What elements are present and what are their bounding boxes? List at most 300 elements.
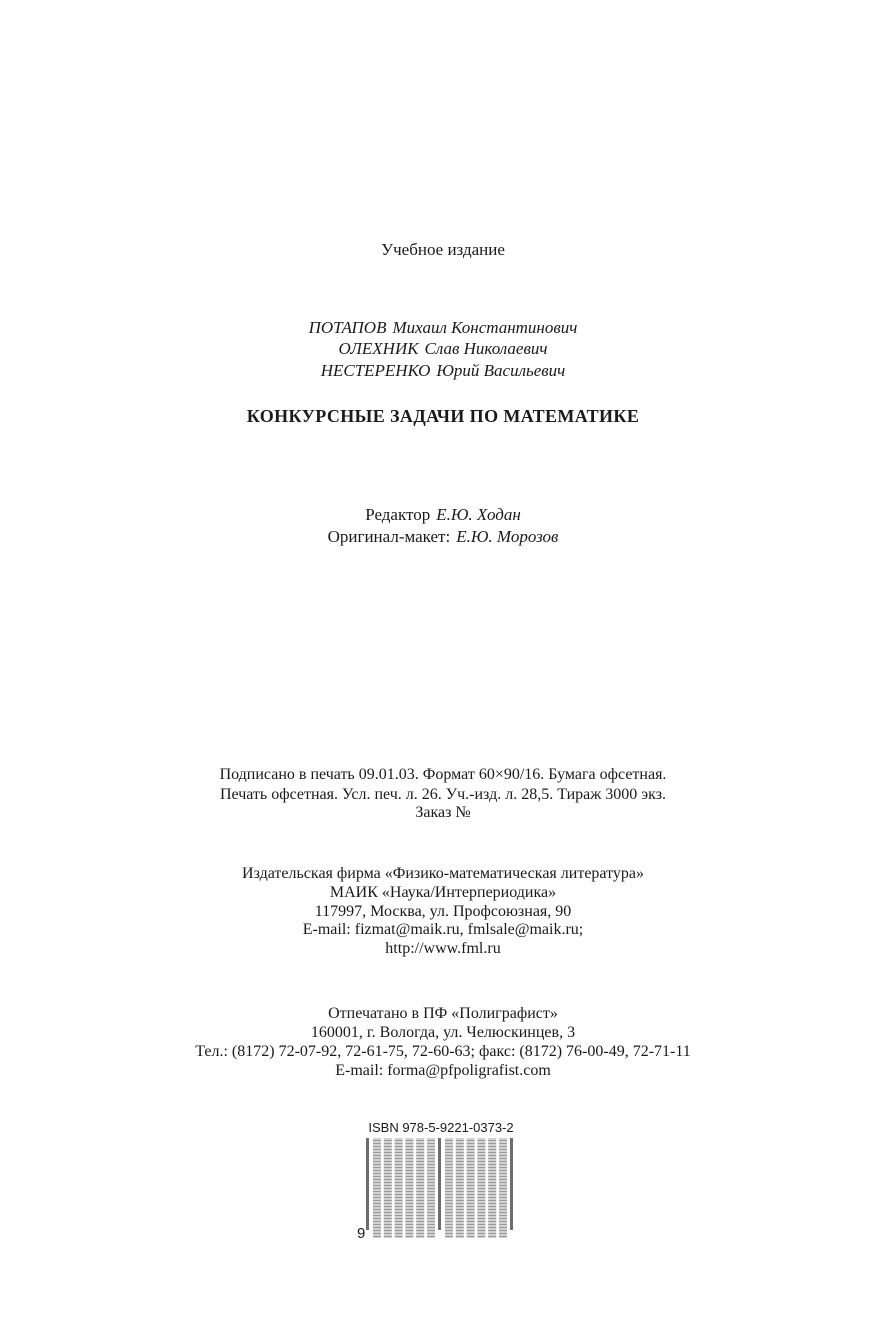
barcode-hatch-line bbox=[467, 1149, 475, 1150]
barcode-hatch-line bbox=[467, 1185, 475, 1186]
barcode-hatch-line bbox=[456, 1152, 464, 1153]
barcode-hatch-line bbox=[373, 1227, 381, 1228]
barcode-hatch-line bbox=[405, 1212, 413, 1213]
barcode-hatch-line bbox=[499, 1179, 507, 1180]
barcode-hatch-line bbox=[488, 1227, 496, 1228]
barcode-hatch-line bbox=[499, 1155, 507, 1156]
barcode-hatch-line bbox=[395, 1179, 403, 1180]
barcode-hatch-line bbox=[477, 1140, 485, 1141]
credit-name: Е.Ю. Ходан bbox=[436, 505, 521, 524]
barcode-hatch-line bbox=[416, 1200, 424, 1201]
barcode-hatch-line bbox=[499, 1203, 507, 1204]
barcode-hatch-line bbox=[405, 1206, 413, 1207]
barcode-hatch-line bbox=[477, 1146, 485, 1147]
barcode-hatch-line bbox=[467, 1182, 475, 1183]
barcode-hatch-line bbox=[467, 1203, 475, 1204]
barcode-hatch-line bbox=[488, 1152, 496, 1153]
barcode-hatch-line bbox=[488, 1236, 496, 1237]
barcode-hatch-line bbox=[467, 1167, 475, 1168]
barcode-hatch-line bbox=[416, 1206, 424, 1207]
barcode-hatch-line bbox=[488, 1149, 496, 1150]
barcode-hatch-line bbox=[456, 1218, 464, 1219]
barcode-hatch-line bbox=[405, 1209, 413, 1210]
barcode-hatch-line bbox=[373, 1155, 381, 1156]
author-given-names: Юрий Васильевич bbox=[436, 361, 566, 380]
barcode-hatch-line bbox=[456, 1143, 464, 1144]
barcode-hatch-line bbox=[395, 1155, 403, 1156]
barcode-hatch-line bbox=[384, 1194, 392, 1195]
barcode-hatch-line bbox=[395, 1191, 403, 1192]
barcode-hatch-line bbox=[405, 1152, 413, 1153]
barcode-hatch-line bbox=[395, 1158, 403, 1159]
barcode-hatch-line bbox=[488, 1212, 496, 1213]
barcode-hatch-line bbox=[488, 1182, 496, 1183]
barcode-hatch-line bbox=[499, 1167, 507, 1168]
barcode-hatch-line bbox=[395, 1224, 403, 1225]
barcode-hatch-line bbox=[427, 1149, 435, 1150]
barcode-hatch-line bbox=[416, 1152, 424, 1153]
barcode-hatch-line bbox=[445, 1194, 453, 1195]
barcode-hatch-line bbox=[488, 1200, 496, 1201]
barcode-hatch-line bbox=[384, 1173, 392, 1174]
barcode-hatch-line bbox=[467, 1212, 475, 1213]
barcode-hatch-line bbox=[373, 1152, 381, 1153]
barcode-hatch-line bbox=[373, 1206, 381, 1207]
barcode-hatch-line bbox=[445, 1167, 453, 1168]
barcode-hatch-line bbox=[427, 1224, 435, 1225]
barcode-hatch-line bbox=[373, 1194, 381, 1195]
barcode-hatch-line bbox=[477, 1170, 485, 1171]
barcode-hatch-line bbox=[477, 1179, 485, 1180]
barcode-hatch-line bbox=[456, 1197, 464, 1198]
barcode-hatch-line bbox=[416, 1218, 424, 1219]
barcode-hatch-line bbox=[416, 1173, 424, 1174]
barcode-hatch-line bbox=[488, 1194, 496, 1195]
barcode-hatch-line bbox=[384, 1197, 392, 1198]
barcode-hatch-line bbox=[488, 1191, 496, 1192]
barcode-hatch-line bbox=[405, 1179, 413, 1180]
barcode-hatch-line bbox=[445, 1164, 453, 1165]
barcode-hatch-line bbox=[477, 1164, 485, 1165]
barcode-hatch-line bbox=[488, 1161, 496, 1162]
barcode-hatch-line bbox=[395, 1206, 403, 1207]
barcode-hatch-line bbox=[427, 1200, 435, 1201]
barcode-hatch-line bbox=[467, 1197, 475, 1198]
barcode-hatch-line bbox=[427, 1212, 435, 1213]
barcode-hatch-line bbox=[384, 1188, 392, 1189]
barcode-hatch-line bbox=[395, 1170, 403, 1171]
barcode-hatch-line bbox=[456, 1167, 464, 1168]
barcode-hatch-line bbox=[467, 1152, 475, 1153]
barcode-hatch-line bbox=[384, 1170, 392, 1171]
author-line bbox=[0, 339, 886, 359]
barcode-hatch-line bbox=[427, 1230, 435, 1231]
barcode-hatch-line bbox=[477, 1227, 485, 1228]
barcode-hatch-line bbox=[373, 1161, 381, 1162]
barcode-hatch-line bbox=[456, 1191, 464, 1192]
author-line bbox=[0, 318, 886, 338]
barcode-hatch-line bbox=[405, 1143, 413, 1144]
barcode-hatch-line bbox=[467, 1227, 475, 1228]
barcode-hatch-line bbox=[373, 1140, 381, 1141]
barcode-hatch-line bbox=[427, 1236, 435, 1237]
credit-name: Е.Ю. Морозов bbox=[456, 527, 559, 546]
barcode-hatch-line bbox=[477, 1233, 485, 1234]
barcode-hatch-line bbox=[384, 1158, 392, 1159]
barcode-hatch-line bbox=[405, 1158, 413, 1159]
barcode-hatch-line bbox=[445, 1170, 453, 1171]
barcode-hatch-line bbox=[499, 1236, 507, 1237]
barcode-hatch-line bbox=[488, 1179, 496, 1180]
barcode-hatch-line bbox=[445, 1146, 453, 1147]
barcode-hatch-line bbox=[395, 1209, 403, 1210]
barcode-hatch-line bbox=[405, 1185, 413, 1186]
barcode-hatch-line bbox=[499, 1182, 507, 1183]
barcode-hatch-line bbox=[384, 1236, 392, 1237]
barcode-hatch-line bbox=[395, 1218, 403, 1219]
barcode-hatch-line bbox=[416, 1176, 424, 1177]
barcode-hatch-line bbox=[477, 1155, 485, 1156]
barcode-hatch-line bbox=[445, 1182, 453, 1183]
barcode-hatch-line bbox=[499, 1158, 507, 1159]
barcode-hatch-line bbox=[477, 1143, 485, 1144]
barcode-hatch-line bbox=[456, 1176, 464, 1177]
barcode-hatch-line bbox=[467, 1218, 475, 1219]
barcode-hatch-line bbox=[499, 1221, 507, 1222]
barcode-hatch-line bbox=[416, 1167, 424, 1168]
barcode-hatch-line bbox=[467, 1236, 475, 1237]
barcode-hatch-line bbox=[395, 1182, 403, 1183]
barcode-hatch-line bbox=[456, 1155, 464, 1156]
barcode-hatch-line bbox=[373, 1215, 381, 1216]
barcode-hatch-line bbox=[416, 1233, 424, 1234]
barcode-hatch-line bbox=[445, 1152, 453, 1153]
barcode-hatch-line bbox=[373, 1146, 381, 1147]
barcode-hatch-line bbox=[405, 1200, 413, 1201]
barcode-hatch-line bbox=[395, 1164, 403, 1165]
barcode-hatch-line bbox=[384, 1221, 392, 1222]
barcode-hatch-line bbox=[499, 1146, 507, 1147]
barcode-hatch-line bbox=[477, 1188, 485, 1189]
barcode-hatch-line bbox=[405, 1170, 413, 1171]
barcode-hatch-line bbox=[427, 1152, 435, 1153]
barcode-hatch-line bbox=[405, 1146, 413, 1147]
barcode-hatch-line bbox=[467, 1143, 475, 1144]
barcode-hatch-line bbox=[477, 1191, 485, 1192]
barcode-hatch-line bbox=[488, 1140, 496, 1141]
barcode-hatch-line bbox=[499, 1152, 507, 1153]
barcode-hatch-line bbox=[456, 1209, 464, 1210]
barcode-hatch-line bbox=[445, 1188, 453, 1189]
barcode-hatch-line bbox=[427, 1209, 435, 1210]
barcode-guard-bar bbox=[510, 1138, 513, 1230]
barcode-hatch-line bbox=[416, 1170, 424, 1171]
barcode-hatch-line bbox=[467, 1224, 475, 1225]
barcode-hatch-line bbox=[395, 1167, 403, 1168]
barcode-hatch-line bbox=[427, 1188, 435, 1189]
barcode-hatch-line bbox=[445, 1206, 453, 1207]
barcode-hatch-line bbox=[395, 1143, 403, 1144]
barcode-hatch-line bbox=[477, 1221, 485, 1222]
barcode-hatch-line bbox=[488, 1188, 496, 1189]
barcode-hatch-line bbox=[467, 1221, 475, 1222]
barcode-hatch-line bbox=[467, 1176, 475, 1177]
barcode-hatch-line bbox=[445, 1140, 453, 1141]
barcode-hatch-line bbox=[384, 1224, 392, 1225]
barcode-hatch-line bbox=[405, 1191, 413, 1192]
barcode-hatch-line bbox=[456, 1179, 464, 1180]
barcode-hatch-line bbox=[467, 1170, 475, 1171]
barcode-hatch-line bbox=[467, 1215, 475, 1216]
barcode-hatch-line bbox=[445, 1176, 453, 1177]
barcode-hatch-line bbox=[445, 1185, 453, 1186]
barcode-hatch-line bbox=[384, 1146, 392, 1147]
barcode-hatch-line bbox=[395, 1173, 403, 1174]
barcode-hatch-line bbox=[384, 1230, 392, 1231]
barcode-hatch-line bbox=[416, 1236, 424, 1237]
barcode-hatch-line bbox=[456, 1221, 464, 1222]
barcode-hatch-line bbox=[427, 1206, 435, 1207]
barcode-hatch-line bbox=[456, 1161, 464, 1162]
barcode-hatch-line bbox=[395, 1188, 403, 1189]
barcode-hatch-line bbox=[456, 1215, 464, 1216]
credit-role: Оригинал-макет: bbox=[327, 527, 451, 546]
barcode-hatch-line bbox=[395, 1233, 403, 1234]
barcode-hatch-line bbox=[373, 1164, 381, 1165]
barcode-hatch-line bbox=[395, 1161, 403, 1162]
barcode-hatch-line bbox=[373, 1149, 381, 1150]
barcode-hatch-line bbox=[445, 1161, 453, 1162]
barcode-hatch-line bbox=[488, 1209, 496, 1210]
barcode-hatch-line bbox=[373, 1191, 381, 1192]
barcode-hatch-line bbox=[384, 1152, 392, 1153]
credit-line bbox=[0, 527, 886, 547]
barcode-hatch-line bbox=[427, 1161, 435, 1162]
barcode-hatch-line bbox=[405, 1227, 413, 1228]
barcode-hatch-line bbox=[395, 1221, 403, 1222]
barcode-hatch-line bbox=[395, 1194, 403, 1195]
barcode-hatch-line bbox=[445, 1236, 453, 1237]
barcode-hatch-line bbox=[488, 1233, 496, 1234]
barcode-hatch-line bbox=[488, 1170, 496, 1171]
barcode-hatch-line bbox=[467, 1194, 475, 1195]
barcode-hatch-line bbox=[467, 1146, 475, 1147]
barcode-hatch-line bbox=[373, 1197, 381, 1198]
barcode-hatch-line bbox=[467, 1230, 475, 1231]
barcode-hatch-line bbox=[373, 1167, 381, 1168]
barcode-hatch-line bbox=[427, 1170, 435, 1171]
imprint-line: Подписано в печать 09.01.03. Формат 60×90/16. Бумага офсетная. bbox=[219, 766, 667, 783]
barcode-hatch-line bbox=[416, 1161, 424, 1162]
barcode-hatch-line bbox=[477, 1149, 485, 1150]
barcode-hatch-line bbox=[405, 1215, 413, 1216]
printer-line: E-mail: forma@pfpoligrafist.com bbox=[335, 1062, 551, 1079]
barcode-hatch-line bbox=[499, 1212, 507, 1213]
barcode-hatch-line bbox=[384, 1203, 392, 1204]
author-given-names: Михаил Константинович bbox=[392, 318, 578, 337]
barcode-hatch-line bbox=[416, 1185, 424, 1186]
barcode-hatch-line bbox=[384, 1161, 392, 1162]
barcode-hatch-line bbox=[416, 1221, 424, 1222]
barcode-hatch-line bbox=[373, 1143, 381, 1144]
isbn-label: ISBN 978-5-9221-0373-2 bbox=[368, 1120, 514, 1135]
barcode-hatch-line bbox=[456, 1230, 464, 1231]
barcode-hatch-line bbox=[467, 1191, 475, 1192]
barcode-hatch-line bbox=[499, 1140, 507, 1141]
barcode-hatch-line bbox=[499, 1209, 507, 1210]
publisher-line: E-mail: fizmat@maik.ru, fmlsale@maik.ru; bbox=[302, 921, 584, 938]
barcode-hatch-line bbox=[395, 1152, 403, 1153]
barcode-hatch-line bbox=[456, 1164, 464, 1165]
barcode-hatch-line bbox=[456, 1236, 464, 1237]
barcode-hatch-line bbox=[405, 1140, 413, 1141]
barcode-hatch-line bbox=[456, 1149, 464, 1150]
barcode-hatch-line bbox=[445, 1218, 453, 1219]
barcode-hatch-line bbox=[373, 1236, 381, 1237]
barcode-hatch-line bbox=[395, 1203, 403, 1204]
barcode-hatch-line bbox=[405, 1182, 413, 1183]
barcode-hatch-line bbox=[373, 1212, 381, 1213]
barcode-hatch-line bbox=[456, 1233, 464, 1234]
barcode-hatch-line bbox=[477, 1176, 485, 1177]
barcode-hatch-line bbox=[488, 1230, 496, 1231]
barcode-hatch-line bbox=[384, 1191, 392, 1192]
barcode-hatch-line bbox=[416, 1179, 424, 1180]
publisher-line: 117997, Москва, ул. Профсоюзная, 90 bbox=[314, 903, 572, 920]
barcode-hatch-line bbox=[445, 1212, 453, 1213]
barcode-hatch-line bbox=[416, 1230, 424, 1231]
barcode-hatch-line bbox=[384, 1200, 392, 1201]
barcode-hatch-line bbox=[477, 1209, 485, 1210]
barcode-hatch-line bbox=[445, 1191, 453, 1192]
barcode-hatch-line bbox=[373, 1233, 381, 1234]
barcode-hatch-line bbox=[477, 1152, 485, 1153]
barcode-hatch-line bbox=[445, 1233, 453, 1234]
barcode-hatch-line bbox=[384, 1209, 392, 1210]
barcode-hatch-line bbox=[477, 1200, 485, 1201]
barcode-hatch-line bbox=[467, 1200, 475, 1201]
barcode-hatch-line bbox=[405, 1230, 413, 1231]
barcode-hatch-line bbox=[477, 1212, 485, 1213]
barcode-hatch-line bbox=[467, 1158, 475, 1159]
barcode-hatch-line bbox=[499, 1233, 507, 1234]
barcode-hatch-line bbox=[456, 1227, 464, 1228]
barcode-hatch-line bbox=[373, 1158, 381, 1159]
imprint-line: Печать офсетная. Усл. печ. л. 26. Уч.-изд. л. 28,5. Тираж 3000 экз. bbox=[219, 786, 667, 803]
barcode-hatch-line bbox=[499, 1185, 507, 1186]
printer-line: 160001, г. Вологда, ул. Челюскинцев, 3 bbox=[310, 1024, 576, 1041]
barcode-hatch-line bbox=[384, 1140, 392, 1141]
author-surname: ОЛЕХНИК bbox=[338, 339, 419, 358]
barcode-hatch-line bbox=[384, 1185, 392, 1186]
author-surname: ПОТАПОВ bbox=[308, 318, 387, 337]
edition-type: Учебное издание bbox=[381, 240, 505, 259]
barcode-hatch-line bbox=[456, 1200, 464, 1201]
barcode-hatch-line bbox=[416, 1227, 424, 1228]
barcode-hatch-line bbox=[499, 1224, 507, 1225]
barcode-hatch-line bbox=[488, 1221, 496, 1222]
barcode-hatch-line bbox=[477, 1197, 485, 1198]
barcode-hatch-line bbox=[395, 1146, 403, 1147]
barcode-hatch-line bbox=[467, 1206, 475, 1207]
barcode-hatch-line bbox=[445, 1173, 453, 1174]
barcode-hatch-line bbox=[499, 1143, 507, 1144]
barcode-hatch-line bbox=[499, 1230, 507, 1231]
barcode-hatch-line bbox=[427, 1146, 435, 1147]
barcode-hatch-line bbox=[445, 1227, 453, 1228]
barcode-hatch-line bbox=[456, 1173, 464, 1174]
barcode-hatch-line bbox=[395, 1140, 403, 1141]
barcode-hatch-line bbox=[445, 1197, 453, 1198]
barcode-hatch-line bbox=[477, 1203, 485, 1204]
barcode-hatch-line bbox=[384, 1182, 392, 1183]
barcode-hatch-line bbox=[384, 1218, 392, 1219]
barcode-hatch-line bbox=[499, 1170, 507, 1171]
barcode-hatch-line bbox=[384, 1206, 392, 1207]
barcode-hatch-line bbox=[416, 1215, 424, 1216]
barcode-hatch-line bbox=[416, 1140, 424, 1141]
barcode-hatch-line bbox=[373, 1218, 381, 1219]
barcode-hatch-line bbox=[477, 1185, 485, 1186]
barcode-hatch-line bbox=[467, 1233, 475, 1234]
barcode-hatch-line bbox=[373, 1224, 381, 1225]
author-given-names: Слав Николаевич bbox=[424, 339, 548, 358]
author-line bbox=[0, 361, 886, 381]
barcode-hatch-line bbox=[456, 1185, 464, 1186]
barcode-hatch-line bbox=[499, 1218, 507, 1219]
barcode-hatch-line bbox=[445, 1149, 453, 1150]
barcode-hatch-line bbox=[488, 1146, 496, 1147]
barcode-hatch-line bbox=[477, 1230, 485, 1231]
barcode-hatch-line bbox=[427, 1221, 435, 1222]
barcode-hatch-line bbox=[499, 1149, 507, 1150]
barcode-hatch-line bbox=[477, 1182, 485, 1183]
barcode-hatch-line bbox=[405, 1155, 413, 1156]
barcode-hatch-line bbox=[395, 1212, 403, 1213]
barcode-hatch-line bbox=[427, 1197, 435, 1198]
barcode-hatch-line bbox=[477, 1173, 485, 1174]
barcode-hatch-line bbox=[467, 1173, 475, 1174]
barcode-hatch-line bbox=[427, 1167, 435, 1168]
credit-role: Редактор bbox=[365, 505, 431, 524]
barcode-hatch-line bbox=[499, 1173, 507, 1174]
barcode-hatch-line bbox=[416, 1188, 424, 1189]
barcode-hatch-line bbox=[467, 1179, 475, 1180]
barcode-hatch-line bbox=[427, 1227, 435, 1228]
barcode-hatch-line bbox=[405, 1224, 413, 1225]
barcode-hatch-line bbox=[416, 1194, 424, 1195]
barcode-hatch-line bbox=[499, 1227, 507, 1228]
credit-line bbox=[0, 505, 886, 525]
barcode-hatch-line bbox=[445, 1200, 453, 1201]
barcode-hatch-line bbox=[416, 1212, 424, 1213]
barcode-hatch-line bbox=[384, 1155, 392, 1156]
barcode-hatch-line bbox=[416, 1158, 424, 1159]
barcode-guard-bar bbox=[366, 1138, 369, 1230]
barcode-hatch-line bbox=[456, 1203, 464, 1204]
barcode-hatch-line bbox=[499, 1191, 507, 1192]
barcode-image bbox=[366, 1138, 516, 1240]
barcode-hatch-line bbox=[405, 1233, 413, 1234]
barcode-hatch-line bbox=[477, 1215, 485, 1216]
barcode-hatch-line bbox=[488, 1158, 496, 1159]
barcode-hatch-line bbox=[488, 1224, 496, 1225]
barcode-hatch-line bbox=[395, 1215, 403, 1216]
barcode-hatch-line bbox=[499, 1200, 507, 1201]
barcode-hatch-line bbox=[416, 1146, 424, 1147]
barcode-hatch-line bbox=[395, 1230, 403, 1231]
printer-line: Отпечатано в ПФ «Полиграфист» bbox=[328, 1005, 558, 1022]
